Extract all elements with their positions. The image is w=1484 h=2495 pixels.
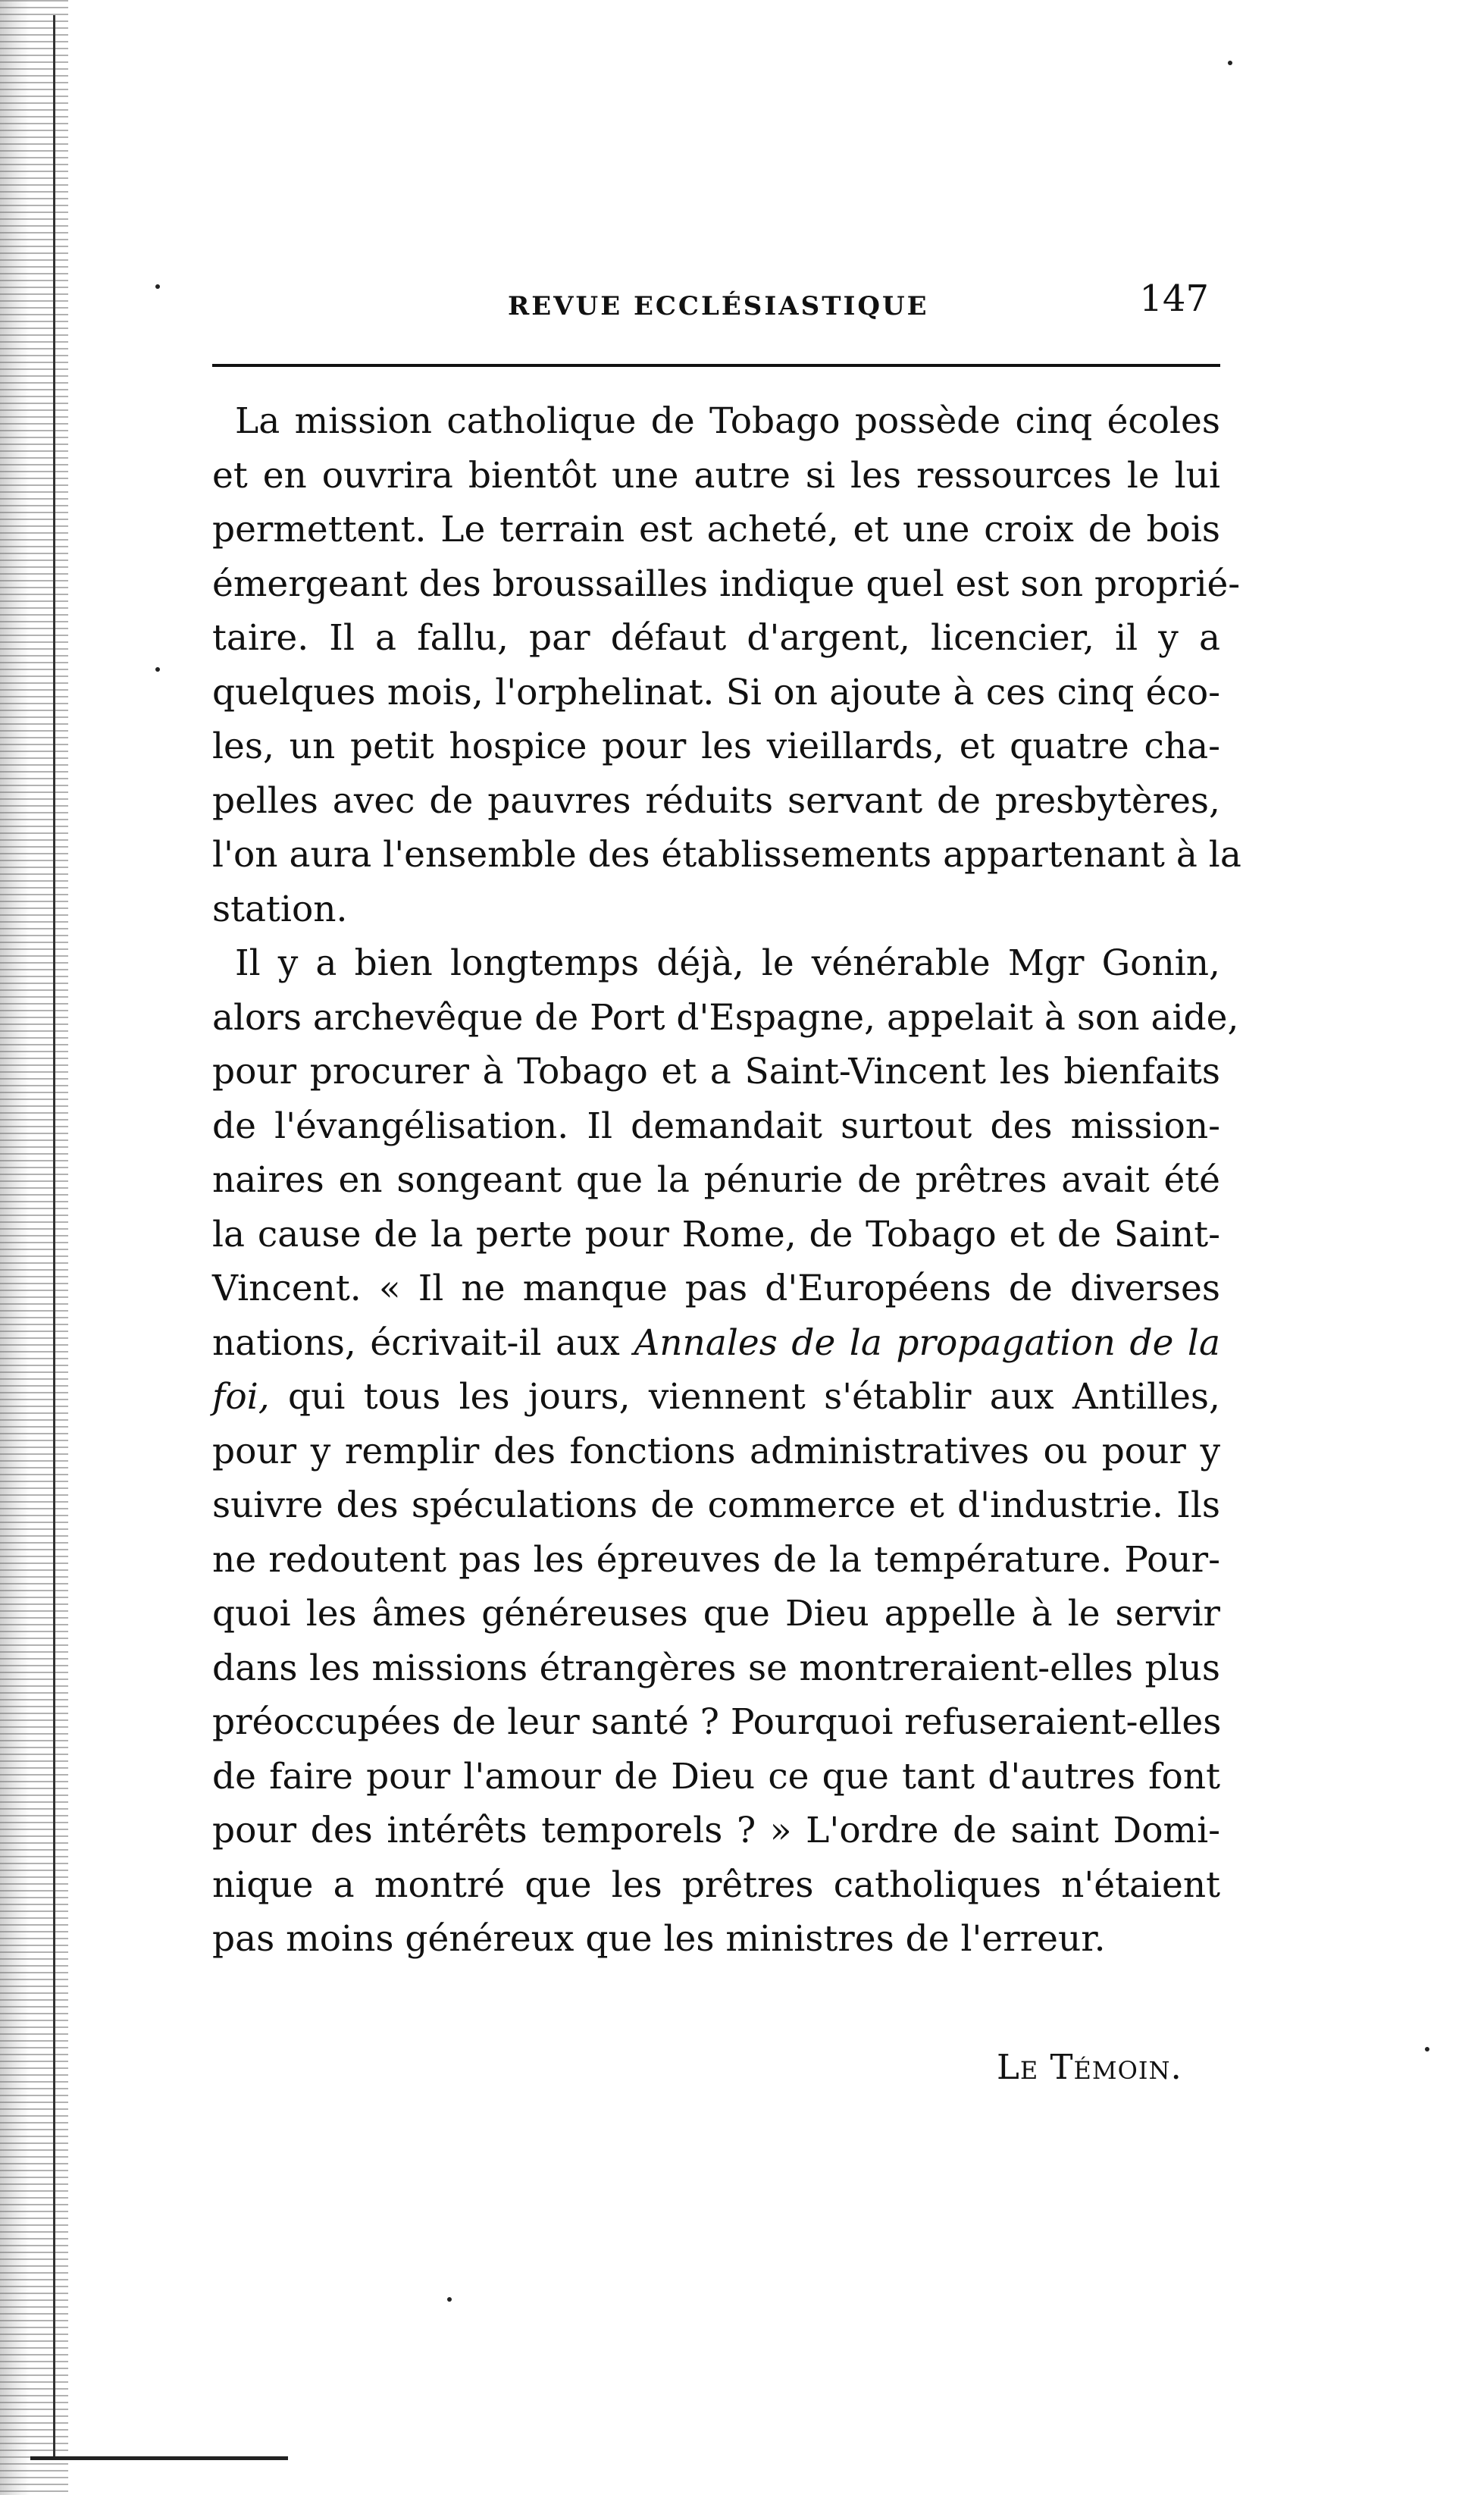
paper-speck bbox=[447, 2297, 452, 2302]
text-line: pour des intérêts temporels ? » L'ordre de saint Domi- bbox=[212, 1810, 1220, 1851]
signature: Le Témoin. bbox=[997, 2047, 1182, 2087]
text-line: dans les missions étrangères se montreraient-elles plus bbox=[212, 1647, 1220, 1689]
text-line: nique a montré que les prêtres catholiques n'étaient bbox=[212, 1863, 1220, 1906]
text-line: Il y a bien longtemps déjà, le vénérable Mgr Gonin, bbox=[235, 942, 1220, 984]
page-number: 147 bbox=[1139, 277, 1209, 320]
text-line: taire. Il a fallu, par défaut d'argent, licencier, il y a bbox=[212, 617, 1220, 659]
text-line: pas moins généreux que les ministres de l'erreur. bbox=[212, 1918, 1106, 1960]
text-line: alors archevêque de Port d'Espagne, appelait à son aide, bbox=[212, 996, 1239, 1039]
paper-speck bbox=[1425, 2047, 1429, 2051]
text-line: pour y remplir des fonctions administratives ou pour y bbox=[212, 1430, 1220, 1472]
paragraph-1 bbox=[212, 394, 1241, 936]
paper-speck bbox=[155, 284, 160, 289]
body-text bbox=[212, 394, 1241, 1967]
text-line: ne redoutent pas les épreuves de la température. Pour- bbox=[212, 1538, 1220, 1581]
paper-speck bbox=[1228, 61, 1232, 65]
text-line: Vincent. « Il ne manque pas d'Européens de diverses bbox=[212, 1268, 1220, 1309]
text-line: pour procurer à Tobago et a Saint-Vincent les bienfaits bbox=[212, 1051, 1220, 1092]
text-line: de faire pour l'amour de Dieu ce que tant d'autres font bbox=[212, 1755, 1220, 1798]
text-line: les, un petit hospice pour les vieillards, et quatre cha- bbox=[212, 726, 1220, 767]
text-line: La mission catholique de Tobago possède cinq écoles bbox=[235, 400, 1220, 442]
page-binding-edge bbox=[0, 0, 68, 2495]
text-line-with-italic bbox=[212, 1316, 1220, 1371]
page-header bbox=[212, 277, 1228, 331]
text-line: émergeant des broussailles indique quel est son proprié- bbox=[212, 563, 1241, 605]
text-line: et en ouvrira bientôt une autre si les ressources le lui bbox=[212, 454, 1220, 497]
text-segment: qui tous les jours, viennent s'établir aux Antilles, bbox=[269, 1376, 1220, 1418]
text-line: l'on aura l'ensemble des établissements appartenant à la bbox=[212, 834, 1241, 876]
header-rule bbox=[212, 364, 1220, 367]
journal-title-italic-end: foi, bbox=[212, 1376, 270, 1418]
text-line: pelles avec de pauvres réduits servant de presbytères, bbox=[212, 779, 1220, 822]
text-segment: nations, écrivait-il aux bbox=[212, 1321, 634, 1364]
running-title: REVUE ECCLÉSIASTIQUE bbox=[508, 291, 929, 321]
paper-speck bbox=[155, 667, 160, 672]
text-line: quelques mois, l'orphelinat. Si on ajoute à ces cinq éco- bbox=[212, 671, 1220, 713]
text-line: de l'évangélisation. Il demandait surtout des mission- bbox=[212, 1105, 1220, 1147]
text-line: quoi les âmes généreuses que Dieu appelle à le servir bbox=[212, 1593, 1220, 1635]
journal-title-italic: Annales de la propagation de la bbox=[634, 1321, 1220, 1364]
text-line: suivre des spéculations de commerce et d'industrie. Ils bbox=[212, 1484, 1220, 1526]
binding-margin-line bbox=[53, 15, 55, 2456]
bottom-edge-mark bbox=[30, 2456, 288, 2460]
text-line: permettent. Le terrain est acheté, et une croix de bois bbox=[212, 509, 1220, 550]
text-line: préoccupées de leur santé ? Pourquoi refuseraient-elles bbox=[212, 1701, 1222, 1743]
text-line: la cause de la perte pour Rome, de Tobago et de Saint- bbox=[212, 1213, 1220, 1255]
text-line-with-italic bbox=[212, 1370, 1220, 1425]
text-line: station. bbox=[212, 888, 348, 930]
text-line: naires en songeant que la pénurie de prêtres avait été bbox=[212, 1159, 1220, 1201]
paragraph-2 bbox=[212, 936, 1239, 1967]
